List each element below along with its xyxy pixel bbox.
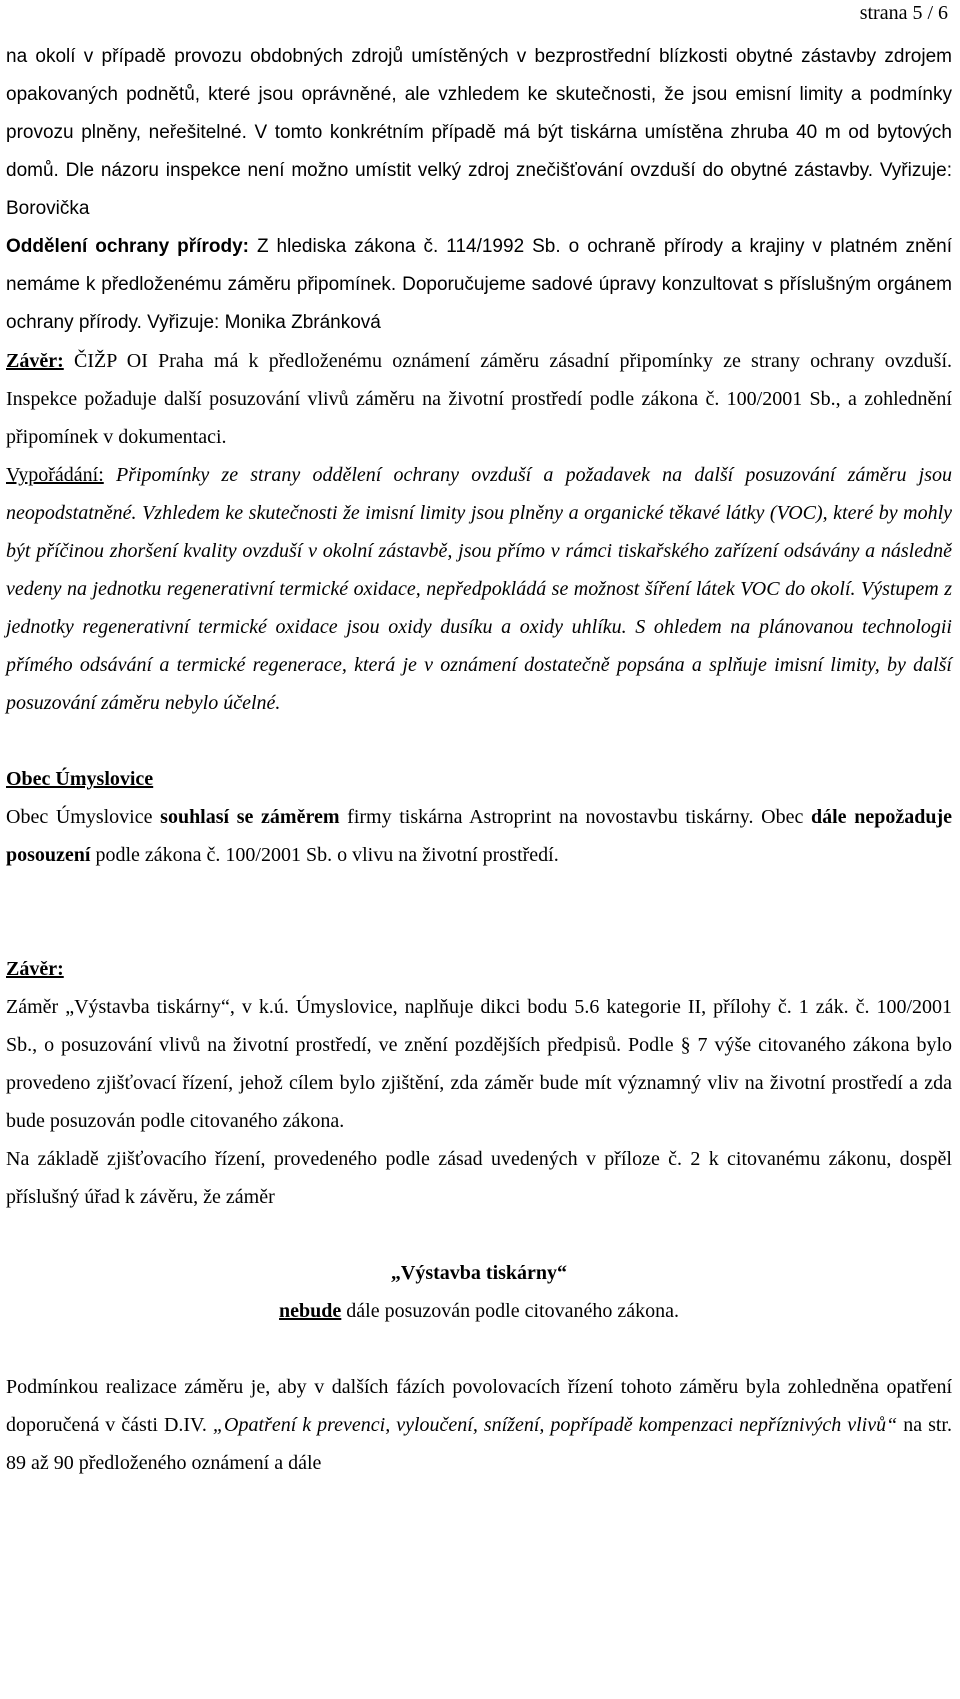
decision-line [6,1292,952,1330]
settlement-paragraph [6,456,952,722]
municipality-text-1: Obec Úmyslovice [6,806,161,828]
condition-paragraph [6,1368,952,1482]
list-item-conclusion [0,342,952,456]
condition-text-1: Podmínkou realizace záměru je, aby v dalších fázích povolovacích řízení tohoto záměru byla zohledněna opatření doporučená v části D.IV. [6,1376,952,1436]
conclusion-label: Závěr: [6,350,64,372]
conclusion-heading: Závěr: [6,958,64,980]
conclusion-paragraph-1: Záměr „Výstavba tiskárny“, v k.ú. Úmyslovice, naplňuje dikci bodu 5.6 kategorie II, přílohy č. 1 zák. č. 100/2001 Sb., o posuzování vlivů na životní prostředí, ve znění pozdějších předpisů. Podle § 7 výše citovaného zákona bylo provedeno zjišťovací řízení, jehož cílem bylo zjištění, zda záměr bude mít významný vliv na životní prostředí a zda bude posuzován podle citovaného zákona. [6,996,952,1132]
municipality-no-assessment: dále nepožaduje posouzení [6,806,952,866]
project-title [6,1254,952,1292]
settlement-label: Vypořádání: [6,464,104,486]
project-name: „Výstavba tiskárny“ [390,1262,568,1284]
nature-protection-label: Oddělení ochrany přírody: [6,236,249,257]
section-heading-conclusion [6,950,952,988]
document-body [6,38,952,1482]
condition-measures-title: „Opatření k prevenci, vyloučení, snížení, popřípadě kompenzaci nepříznivých vlivů“ [212,1414,898,1436]
settlement-text: Připomínky ze strany oddělení ochrany ovzduší a požadavek na další posuzování záměru jsou neopodstatněné. Vzhledem ke skutečnosti že imisní limity jsou plněny a organické těkavé látky (VOC), které by mohly být příčinou zhoršení kvality ovzduší v okolní zástavbě, jsou přímo v rámci tiskařského zařízení odsávány a následně vedeny na jednotku regenerativní termické oxidace, nepředpokládá se možnost šíření látek VOC do okolí. Výstupem z jednotky regenerativní termické oxidace jsou oxidy dusíku a oxidy uhlíku. S ohledem na plánovanou technologii přímého odsávání a termické regenerace, která je v oznámení dostatečně popsána a splňuje imisní limity, by další posuzování záměru nebylo účelné. [6,464,952,714]
decision-text: dále posuzován podle citovaného zákona. [341,1300,679,1322]
section-heading-municipality [6,760,952,798]
nature-protection-text: Z hlediska zákona č. 114/1992 Sb. o ochraně přírody a krajiny v platném znění nemáme k předloženému záměru připomínek. Doporučujeme sadové úpravy konzultovat s příslušným orgánem ochrany přírody. Vyřizuje: Monika Zbránková [6,236,952,333]
municipality-text-3: podle zákona č. 100/2001 Sb. o vlivu na životní prostředí. [90,844,559,866]
municipality-heading: Obec Úmyslovice [6,768,154,790]
municipality-paragraph [6,798,952,874]
decision-word: nebude [279,1300,342,1322]
list-item-nature-protection [0,228,952,342]
page-number: strana 5 / 6 [859,2,948,24]
condition-text-2: na str. 89 až 90 předloženého oznámení a dále [6,1414,952,1474]
conclusion-paragraph-2: Na základě zjišťovacího řízení, provedeného podle zásad uvedených v příloze č. 2 k citovanému zákonu, dospěl příslušný úřad k závěru, že záměr [6,1148,952,1208]
conclusion-text: ČIŽP OI Praha má k předloženému oznámení záměru zásadní připomínky ze strany ochrany ovzduší. Inspekce požaduje další posuzování vlivů záměru na životní prostředí podle zákona č. 100/2001 Sb., a zohlednění připomínek v dokumentaci. [6,350,952,448]
municipality-consent: souhlasí se záměrem [160,806,340,828]
municipality-text-2: firmy tiskárna Astroprint na novostavbu tiskárny. Obec [339,806,811,828]
inspection-paragraph: na okolí v případě provozu obdobných zdrojů umístěných v bezprostřední blízkosti obytné zástavby zdrojem opakovaných podnětů, které jsou oprávněné, ale vzhledem ke skutečnosti, že jsou emisní limity a podmínky provozu plněny, neřešitelné. V tomto konkrétním případě má být tiskárna umístěna zhruba 40 m od bytových domů. Dle názoru inspekce není možno umístit velký zdroj znečišťování ovzduší do obytné zástavby. Vyřizuje: Borovička [6,46,952,219]
